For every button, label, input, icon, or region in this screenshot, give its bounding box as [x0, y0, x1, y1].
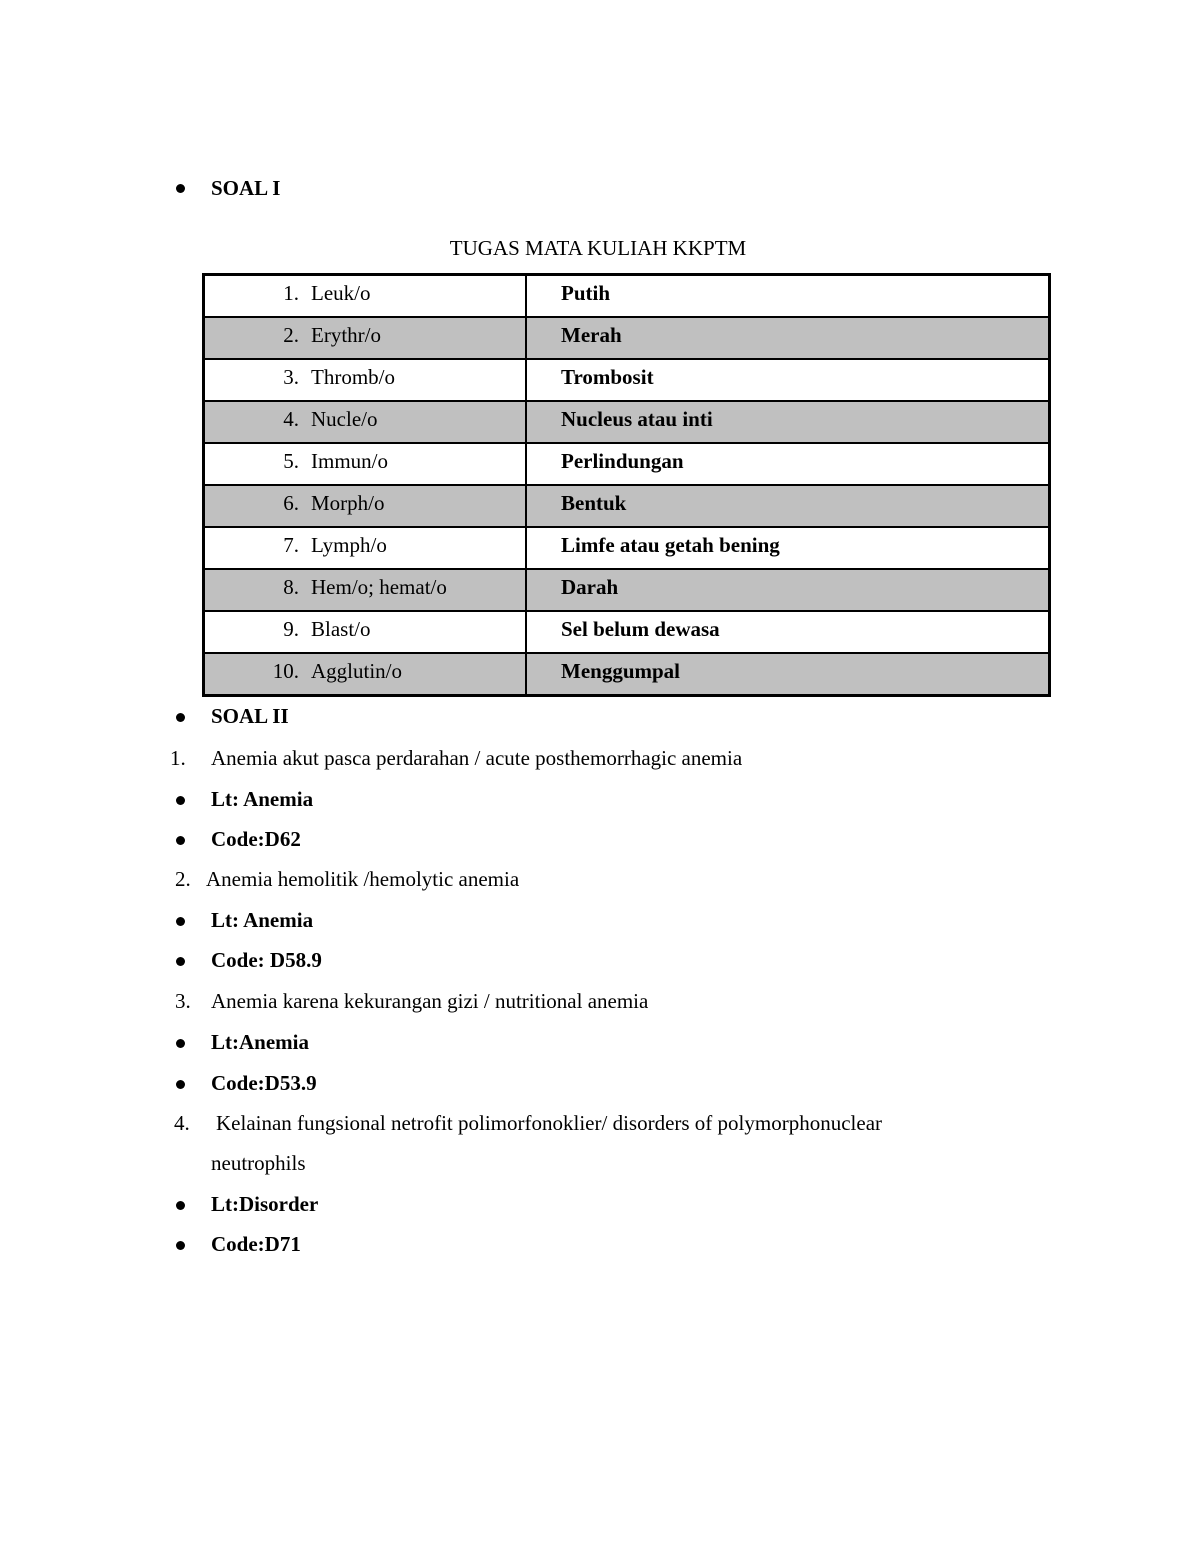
item-number: 4.: [174, 1111, 190, 1135]
bullet-icon: [176, 1039, 185, 1048]
row-number: 2.: [283, 323, 299, 347]
document-title: TUGAS MATA KULIAH KKPTM: [449, 236, 747, 260]
item-text: Anemia akut pasca perdarahan / acute posthemorrhagic anemia: [211, 746, 743, 770]
item-number: 3.: [175, 989, 191, 1013]
table-row: [204, 485, 1050, 527]
item-text-continuation: neutrophils: [211, 1151, 306, 1175]
item-code: Code:D53.9: [211, 1071, 317, 1095]
table-row: [204, 611, 1050, 653]
bullet-icon: [176, 957, 185, 966]
row-number: 7.: [283, 533, 299, 557]
row-term: Agglutin/o: [311, 659, 403, 683]
row-meaning: Bentuk: [561, 491, 627, 515]
row-term: Leuk/o: [311, 281, 371, 305]
row-term: Thromb/o: [311, 365, 395, 389]
row-number: 4.: [283, 407, 299, 431]
row-term: Morph/o: [311, 491, 385, 515]
row-term: Immun/o: [311, 449, 388, 473]
row-number: 8.: [283, 575, 299, 599]
item-lt: Lt:Anemia: [211, 1030, 309, 1054]
table-row: [204, 359, 1050, 401]
item-code: Code: D58.9: [211, 948, 322, 972]
table-row: [204, 443, 1050, 485]
table-row: [204, 275, 1050, 318]
item-text: Kelainan fungsional netrofit polimorfonoklier/ disorders of polymorphonuclear: [216, 1111, 883, 1135]
row-meaning: Putih: [561, 281, 611, 305]
bullet-icon: [176, 1241, 185, 1250]
table-row: [204, 653, 1050, 696]
item-number: 1.: [170, 746, 186, 770]
soal1-heading: SOAL I: [211, 176, 281, 200]
table-row: [204, 401, 1050, 443]
table-row: [204, 527, 1050, 569]
bullet-icon: [176, 713, 185, 722]
row-meaning: Perlindungan: [561, 449, 684, 473]
bullet-icon: [176, 836, 185, 845]
item-text: Anemia hemolitik /hemolytic anemia: [206, 867, 520, 891]
row-number: 10.: [272, 659, 299, 683]
row-number: 5.: [283, 449, 299, 473]
item-number: 2.: [175, 867, 191, 891]
glossary-table: [202, 273, 1051, 697]
bullet-icon: [176, 1080, 185, 1089]
row-number: 3.: [283, 365, 299, 389]
table-row: [204, 569, 1050, 611]
item-lt: Lt: Anemia: [211, 908, 314, 932]
row-term: Lymph/o: [311, 533, 387, 557]
row-term: Nucle/o: [311, 407, 378, 431]
row-meaning: Nucleus atau inti: [561, 407, 713, 431]
row-meaning: Limfe atau getah bening: [561, 533, 780, 557]
row-meaning: Menggumpal: [561, 659, 681, 683]
table-row: [204, 317, 1050, 359]
row-meaning: Sel belum dewasa: [561, 617, 720, 641]
row-term: Blast/o: [311, 617, 371, 641]
item-code: Code:D62: [211, 827, 301, 851]
row-term: Erythr/o: [311, 323, 381, 347]
item-lt: Lt:Disorder: [211, 1192, 319, 1216]
row-number: 9.: [283, 617, 299, 641]
item-code: Code:D71: [211, 1232, 301, 1256]
item-text: Anemia karena kekurangan gizi / nutritional anemia: [211, 989, 649, 1013]
bullet-icon: [176, 796, 185, 805]
row-meaning: Trombosit: [561, 365, 654, 389]
row-meaning: Merah: [561, 323, 622, 347]
bullet-icon: [176, 184, 185, 193]
item-lt: Lt: Anemia: [211, 787, 314, 811]
row-meaning: Darah: [561, 575, 619, 599]
row-number: 6.: [283, 491, 299, 515]
row-term: Hem/o; hemat/o: [311, 575, 447, 599]
bullet-icon: [176, 1201, 185, 1210]
bullet-icon: [176, 917, 185, 926]
row-number: 1.: [283, 281, 299, 305]
soal2-heading: SOAL II: [211, 704, 289, 728]
